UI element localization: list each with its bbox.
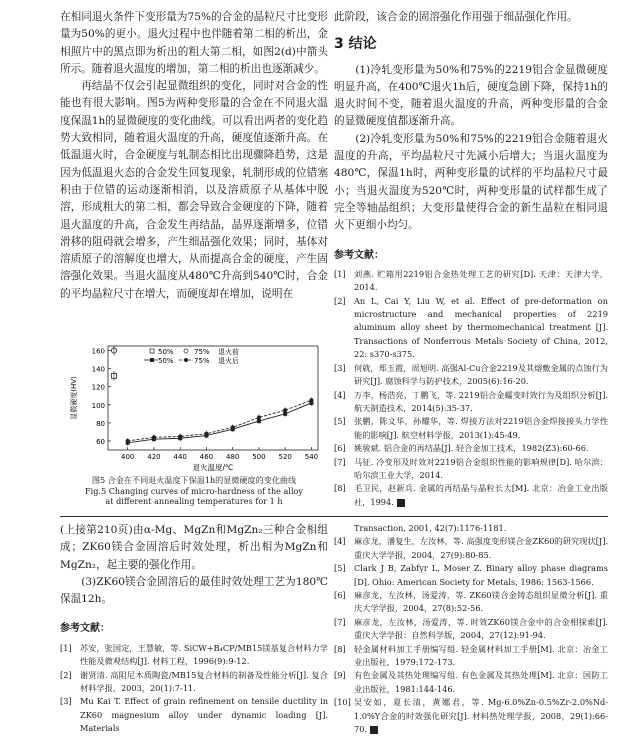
- paragraph: 再结晶不仅会引起显微组织的变化，同时对合金的性能也有很大影响。图5为两种变形量的合金在不同退火温度保温1h的显微硬度的变化曲线。可以看出两者的变化趋势大致相同，随着退火温度的升高，硬度值逐渐升高。在低温退火时，合金硬度与轧制态相比出现骤降趋势，这是因为低温退火态的合金发生回复现象，轧制形成的位错塞积由于位错的运动逐渐相消，以及溶质原子从基体中脱溶，形成粗大的第二相，都会导致合金硬度的下降，随着退火温度的升高，合金发生再结晶，晶界逐渐增多，位错滑移的阻碍就会增多，产生细晶强化效果；同时，基体对溶质原子的溶解度也增大，从而提高合金的硬度，产生固溶强化效果。当退火温度从480℃升高到540℃时，合金的平均晶粒尺寸在增大，而硬度却在增加，说明在: [60, 80, 328, 300]
- upper-right-column: [334, 9, 608, 509]
- lower-right-column: [334, 522, 608, 737]
- legend-marker: [184, 349, 188, 353]
- x-tick-label: 440: [173, 453, 187, 461]
- data-point-circle: [178, 434, 182, 438]
- reference-item: [1] 苏安，张国定，王慧敏，等. SiCW+B₄CP/MB15镁基复合材料力学性能及微观结构[J]. 材料工程，1996(9):9-12.: [60, 642, 328, 667]
- reference-item: [2] 谢贤清. 高阻尼木质陶瓷/MB15复合材料的制备及性能分析[J]. 复合材料学报，2003，20(1):7-11.: [60, 669, 328, 693]
- x-tick-label: 480: [226, 453, 240, 461]
- y-tick-label: 120: [91, 383, 105, 392]
- references-title: 参考文献：: [334, 249, 384, 261]
- reference-item: [4] 万李，杨浩亮，丁鹏飞，等. 2219铝合金蠕变时效行为及组织分析[J]. 航天制造技术，2014(5):35-37.: [334, 389, 608, 413]
- reference-item: [2] An L, Cai Y, Liu W, et al. Effect of pre-deformation on microstructure and mechanical properties of 2219 aluminum alloy sheet by thermomechanical treatment [J]. Transactions of Nonferrous Metals Society of China, 2012, 22: s370-s375.: [334, 295, 608, 360]
- y-tick-label: 60: [96, 437, 105, 446]
- references-list: [60, 642, 328, 736]
- data-point-circle: [152, 435, 156, 439]
- reference-item: Transaction, 2001, 42(7):1176-1181.: [354, 523, 507, 533]
- article-divider: [60, 516, 608, 517]
- reference-item: [3] 何就，郑玉霞，周旭明. 高强Al-Cu合金2219及其熔敷金属的点蚀行为研究[J]. 腐蚀科学与防护技术，2005(6):16-20.: [334, 362, 608, 387]
- conclusion-2: (2)冷轧变形量为50%和75%的2219铝合金随着退火温度的升高，平均晶粒尺寸先减小后增大；当退火温度为480℃，保温1h时，两种变形量的试样的平均晶粒尺寸最小；当退火温度为520℃时，两种变形量的试样都生成了完全等轴晶组织；大变形量使得合金的新生晶粒在相同退火下更细小均匀。: [334, 132, 608, 232]
- references-title: 参考文献：: [60, 623, 110, 635]
- y-tick-label: 80: [96, 419, 105, 428]
- end-mark-icon: [397, 499, 405, 507]
- caption-en: Fig.5 Changing curves of micro-hardness of the alloy: [85, 485, 303, 496]
- end-mark-icon: [370, 726, 378, 734]
- paragraph: (上接第210页)由α-Mg、MgZn和MgZn₂三种合金相组成；ZK60镁合金固溶后时效处理，析出相为MgZn和MgZn₂，起主要的强化作用。: [60, 524, 328, 571]
- reference-item: [8] 轻金属材料加工手册编写组. 轻金属材料加工手册[M]. 北京：冶金工业出版社，1979:172-173.: [334, 643, 608, 668]
- data-point-circle: [283, 408, 287, 412]
- x-tick-label: 400: [121, 453, 135, 461]
- series-line: [128, 400, 312, 441]
- paragraph: 此阶段，该合金的固溶强化作用强于细晶强化作用。: [334, 11, 578, 23]
- x-tick-label: 520: [278, 453, 292, 461]
- reference-item: [10] 吴安如，夏长清，黄娜君，等. Mg-6.0%Zn-0.5%Zr-2.0%Nd-1.0%Y合金的时效强化研究[J]. 材料热处理学报，2008，29(1):66-70.: [334, 697, 608, 735]
- caption-en: at different annealing temperatures for 1 h: [105, 496, 283, 507]
- hardness-chart: [60, 338, 328, 474]
- reference-item: [3] Mu Kai T. Effect of grain refinement on tensile ductility in ZK60 magnesium alloy under dynamic loading [J]. Materials: [60, 696, 328, 734]
- reference-item: [7] 麻彦龙，左汝林，汤爱涛，等. 时效ZK60镁合金中的合金相探索[J]. 重庆大学学报：自然科学版，2004，27(12):91-94.: [334, 616, 608, 641]
- data-point-circle: [126, 439, 130, 443]
- data-point-circle: [231, 425, 235, 429]
- y-axis-label: 显微硬度(HV): [70, 376, 78, 420]
- section-title-conclusion: 3 结论: [334, 36, 377, 53]
- y-tick-label: 160: [91, 347, 105, 356]
- x-axis-label: 退火温度/℃: [192, 463, 234, 472]
- x-tick-label: 420: [147, 453, 161, 461]
- legend-label: 75%: [194, 357, 210, 365]
- legend-label: 50%: [158, 357, 174, 365]
- lower-left-column: [60, 522, 328, 736]
- reference-item: [7] 马征. 冷变形及时效对2219铝合金组织性能的影响规律[D]. 哈尔滨：哈尔滨工业大学，2014.: [334, 456, 608, 480]
- legend-label: 退火前: [218, 348, 239, 356]
- reference-item: [5] 张鹏，陈文华，孙耀华，等. 焊接方法对2219铝合金焊接接头力学性能的影响[J]. 航空材料学报，2013(1):45-49.: [334, 416, 608, 440]
- data-point-circle: [257, 415, 261, 419]
- reference-item: [5] Clark J B, Zabfyr L, Moser Z. Binary alloy phase diagrams [D]. Ohio: American Society for Metals, 1986: 1563-1566.: [334, 563, 608, 587]
- y-tick-label: 140: [91, 365, 105, 374]
- reference-item: [9] 有色金属及其热处理编写组. 有色金属及其热处理[M]. 北京：国防工业出版社，1981:144-146.: [334, 670, 608, 694]
- upper-left-column: [60, 9, 328, 303]
- reference-item: [6] 麻彦龙，左汝林，汤爱涛，等. ZK60镁合金铸态组织显微分析[J]. 重庆大学学报，2004，27(8):52-56.: [334, 590, 608, 614]
- paragraph: 在相同退火条件下变形量为75%的合金的晶粒尺寸比变形量为50%的更小。退火过程中也伴随着第二相的析出，金相照片中的黑点即为析出的粗大第二相，如图2(d)中箭头所示。随着退火温度的增加，第二相的析出也逐渐减少。: [60, 11, 328, 75]
- legend-marker: [184, 358, 188, 362]
- x-tick-label: 460: [199, 453, 214, 461]
- reference-item: [8] 毛卫民，赵新兵. 金属的再结晶与晶粒长大[M]. 北京：冶金工业出版社，1994.: [334, 483, 608, 507]
- references-list: [334, 268, 608, 509]
- figure-caption: [60, 475, 328, 507]
- references-list: [334, 522, 608, 737]
- legend-marker: [150, 358, 154, 362]
- data-point-circle: [309, 398, 313, 402]
- data-point-circle: [204, 432, 208, 436]
- reference-item: [4] 麻彦龙，潘复生，左汝林，等. 高强度变形镁合金ZK60的研究现状[J]. 重庆大学学报，2004，27(9):80-85.: [334, 536, 608, 560]
- legend-label: 退火后: [218, 357, 239, 365]
- legend-label: 75%: [194, 348, 210, 356]
- x-tick-label: 500: [252, 453, 266, 461]
- x-tick-label: 540: [304, 453, 319, 461]
- conclusion-3: (3)ZK60镁合金固溶后的最佳时效处理工艺为180℃保温12h。: [60, 575, 328, 606]
- reference-item: [6] 姚骏斌. 铝合金的再结晶[J]. 轻合金加工技术，1982(Z3):60-66.: [334, 443, 589, 454]
- legend-label: 50%: [158, 348, 174, 356]
- caption-cn: 图5 合金在不同退火温度下保温1h的显微硬度的变化曲线: [91, 475, 297, 485]
- reference-item: [1] 刘燕. 贮箱用2219铝合金热处理工艺的研究[D]. 天津：天津大学，2014.: [334, 268, 608, 293]
- y-tick-label: 100: [91, 401, 105, 410]
- legend-marker: [150, 349, 154, 353]
- conclusion-1: (1)冷轧变形量为50%和75%的2219铝合金显微硬度明显升高，在400℃退火1h后，硬度急剧下降，保持1h的退火时间不变，随着退火温度的升高，两种变形量的合金的显微硬度值都逐渐升高。: [334, 63, 608, 128]
